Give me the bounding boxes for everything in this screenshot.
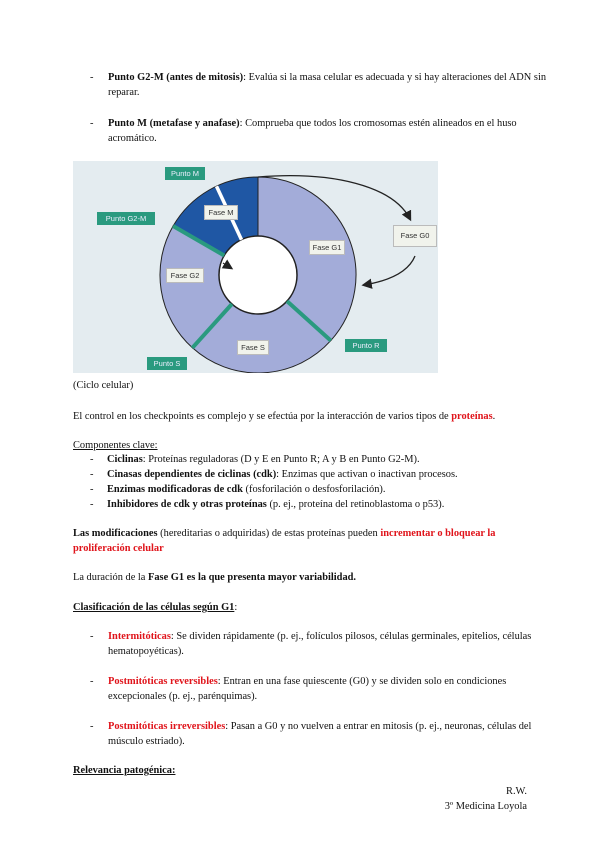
center-circle bbox=[219, 236, 297, 314]
clasificacion-heading bbox=[73, 600, 533, 615]
arrow-from-g0 bbox=[364, 256, 415, 285]
componente-item: - Cinasas dependientes de ciclinas (cdk): Enzimas que activan o inactivan procesos. bbox=[90, 469, 458, 480]
label-punto-s: Punto S bbox=[147, 357, 187, 370]
checkpoint-item: - Punto G2-M (antes de mitosis): Evalúa si la masa celular es adecuada y si hay alteraciones del ADN sin reparar. bbox=[90, 72, 547, 98]
highlight: proteínas bbox=[451, 411, 493, 422]
footer-course: 3º Medicina Loyola bbox=[444, 801, 527, 812]
label-punto-g2m: Punto G2-M bbox=[97, 212, 155, 225]
componente-item: - Ciclinas: Proteínas reguladoras (D y E en Punto R; A y B en Punto G2-M). bbox=[90, 454, 420, 465]
description: : Se dividen rápidamente (p. ej., folículos pilosos, células germinales, epitelios, células hematopoyéticas). bbox=[108, 631, 532, 657]
componentes-heading: Componentes clave: bbox=[73, 440, 158, 451]
duracion-paragraph bbox=[73, 570, 533, 585]
label-punto-r: Punto R bbox=[345, 339, 387, 352]
colon: : bbox=[234, 602, 238, 613]
term: Punto G2-M (antes de mitosis) bbox=[108, 72, 244, 83]
description: : Evalúa si la masa celular es adecuada y si hay alteraciones del ADN sin reparar. bbox=[108, 72, 547, 98]
highlight: incrementar o bloquear la proliferación celular bbox=[73, 528, 496, 554]
figure-caption: (Ciclo celular) bbox=[73, 380, 134, 391]
label-fase-m: Fase M bbox=[204, 205, 238, 220]
footer-initials: R.W. bbox=[506, 786, 527, 797]
relevancia-heading: Relevancia patogénica: bbox=[73, 765, 176, 776]
description: : Pasan a G0 y no vuelven a entrar en mitosis (p. ej., neuronas, células del músculo estriado). bbox=[108, 721, 532, 747]
term: Las modificaciones bbox=[73, 528, 158, 539]
componente-item: - Inhibidores de cdk y otras proteínas (p. ej., proteína del retinoblastoma o p53). bbox=[90, 499, 445, 510]
bold-text: Fase G1 es la que presenta mayor variabilidad. bbox=[148, 572, 357, 583]
term: Cinasas dependientes de ciclinas (cdk) bbox=[107, 469, 277, 480]
modificaciones-paragraph bbox=[73, 526, 533, 556]
label-fase-g2: Fase G2 bbox=[166, 268, 204, 283]
text: El control en los checkpoints es complejo y se efectúa por la interacción de varios tipos de bbox=[73, 411, 452, 422]
description: : Proteínas reguladoras (D y E en Punto R; A y B en Punto G2-M). bbox=[142, 454, 420, 465]
description: (p. ej., proteína del retinoblastoma o p53). bbox=[266, 499, 445, 510]
clasificacion-item: - Postmitóticas reversibles: Entran en una fase quiescente (G0) y se dividen solo en condiciones excepcionales (p. ej., parénquimas). bbox=[90, 676, 507, 702]
term: Intermitóticas bbox=[108, 631, 171, 642]
componente-item: - Enzimas modificadoras de cdk (fosforilación o desfosforilación). bbox=[90, 484, 386, 495]
checkpoint-item: - Punto M (metafase y anafase): Comprueba que todos los cromosomas estén alineados en el huso acromático. bbox=[90, 118, 517, 144]
description: (fosforilación o desfosforilación). bbox=[242, 484, 386, 495]
description: : Entran en una fase quiescente (G0) y se dividen solo en condiciones excepcionales (p. ej., parénquimas). bbox=[108, 676, 507, 702]
description: : Comprueba que todos los cromosomas estén alineados en el huso acromático. bbox=[108, 118, 517, 144]
label-punto-m: Punto M bbox=[165, 167, 205, 180]
cell-cycle-diagram bbox=[73, 161, 438, 373]
term: Inhibidores de cdk y otras proteínas bbox=[107, 499, 267, 510]
description: : Enzimas que activan o inactivan procesos. bbox=[276, 469, 458, 480]
label-fase-s: Fase S bbox=[237, 340, 269, 355]
label-fase-g0: Fase G0 bbox=[393, 225, 437, 247]
text: La duración de la bbox=[73, 572, 149, 583]
text: (hereditarias o adquiridas) de estas proteínas pueden bbox=[157, 528, 381, 539]
footer bbox=[445, 784, 527, 814]
clasificacion-item: - Postmitóticas irreversibles: Pasan a G0 y no vuelven a entrar en mitosis (p. ej., neuronas, células del músculo estriado). bbox=[90, 721, 532, 747]
label-fase-g1: Fase G1 bbox=[309, 240, 345, 255]
term: Postmitóticas reversibles bbox=[108, 676, 218, 687]
term: Punto M (metafase y anafase) bbox=[108, 118, 240, 129]
control-paragraph bbox=[73, 409, 533, 424]
heading-text: Clasificación de las células según G1 bbox=[73, 602, 235, 613]
text-end: . bbox=[492, 411, 496, 422]
clasificacion-item: - Intermitóticas: Se dividen rápidamente (p. ej., folículos pilosos, células germinales, epitelios, células hematopoyéticas). bbox=[90, 631, 532, 657]
term: Enzimas modificadoras de cdk bbox=[107, 484, 243, 495]
term: Ciclinas bbox=[107, 454, 143, 465]
term: Postmitóticas irreversibles bbox=[108, 721, 226, 732]
